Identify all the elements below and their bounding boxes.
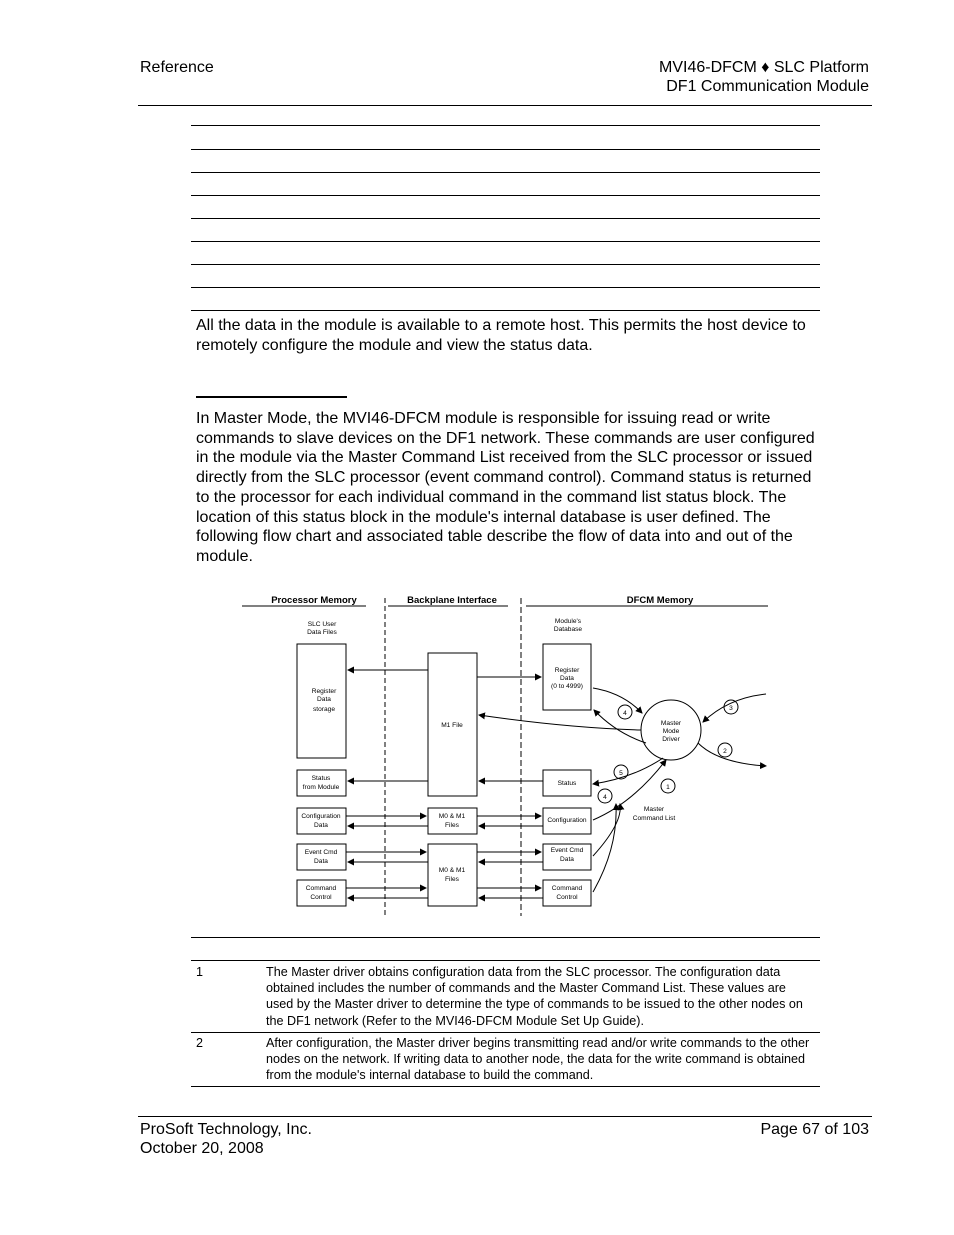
- m0m1-b-text: M0 & M1: [438, 867, 466, 874]
- section-heading-rule: [196, 396, 347, 398]
- master-mode-flow-diagram: [238, 588, 770, 920]
- table-row-description: After configuration, the Master driver begins transmitting read and/or write commands to the other nodes on the network. If writing data to another node, the data for the write command is obtained from the module's internal database to build the command.: [266, 1036, 810, 1083]
- paragraph-master-mode: In Master Mode, the MVI46-DFCM module is responsible for issuing read or write commands to slave devices on the DF1 network. These commands are user configured in the module via the Master Command List received from the SLC processor or issued directly from the SLC processor (event command control). Command status is returned to the processor for each individual command in the command list status block. The location of this status block in the module's internal database is user defined. The following flow chart and associated table describe the flow of data into and out of the module.: [196, 410, 815, 565]
- config-mod-text: Configuration: [547, 817, 587, 824]
- register-data-text: Register: [554, 667, 580, 674]
- driver-text: Master: [660, 720, 682, 727]
- table-rule: [191, 310, 820, 311]
- slc-files-label: Data Files: [307, 629, 337, 636]
- register-data-text: (0 to 4999): [551, 683, 583, 690]
- event-proc-text: Event Cmd: [304, 849, 338, 856]
- module-db-label: Module's: [554, 618, 582, 625]
- register-storage-text: storage: [313, 706, 335, 713]
- master-cmd-list-text: Master: [643, 806, 665, 813]
- header-divider: [138, 105, 872, 106]
- register-storage-text: Register: [311, 688, 337, 695]
- driver-text: Mode: [662, 728, 680, 735]
- table-row-description: The Master driver obtains configuration data from the SLC processor. The configuration data obtained includes the number of commands and the Master Command List. These values are used by the Master driver to determine the type of commands to be issued to the other nodes on the DF1 network (Refer to the MVI46-DFCM Module Set Up Guide).: [266, 965, 803, 1028]
- step-label: 2: [723, 748, 727, 755]
- m0m1-a-text: Files: [445, 822, 459, 829]
- m0m1-b-text: Files: [445, 876, 459, 883]
- table-rule: [191, 960, 820, 961]
- table-rule: [191, 287, 820, 288]
- footer-page-number: Page 67 of 103: [760, 1121, 869, 1138]
- footer-date: October 20, 2008: [140, 1140, 264, 1157]
- driver-text: Driver: [662, 736, 680, 743]
- table-rule: [191, 937, 820, 938]
- table-rule: [191, 172, 820, 173]
- status-text: Status: [557, 780, 577, 787]
- step-label: 4: [603, 794, 607, 801]
- table-rule: [191, 149, 820, 150]
- header-product-line2: DF1 Communication Module: [666, 78, 869, 95]
- header-section-title: Reference: [140, 59, 214, 76]
- m0-m1-files-a-box: [428, 808, 477, 834]
- config-proc-text: Data: [314, 822, 328, 829]
- step-label: 5: [619, 770, 623, 777]
- config-data-proc-box: [297, 808, 346, 834]
- register-data-text: Data: [560, 675, 574, 682]
- col-backplane-interface: Backplane Interface: [407, 595, 497, 606]
- m0-m1-files-b-box: [428, 844, 477, 906]
- cmd-control-mod-box: [543, 880, 591, 906]
- status-from-module-text: from Module: [302, 784, 340, 791]
- event-proc-text: Data: [314, 858, 328, 865]
- event-cmd-proc-box: [297, 844, 346, 870]
- table-rule: [191, 218, 820, 219]
- module-db-label: Database: [553, 626, 583, 633]
- table-rule: [191, 1032, 820, 1033]
- m1-file-text: M1 File: [441, 722, 463, 729]
- table-rule: [191, 195, 820, 196]
- table-row-step: 2: [196, 1036, 204, 1050]
- table-rule: [191, 125, 820, 126]
- col-processor-memory: Processor Memory: [271, 595, 357, 606]
- step-label: 3: [729, 705, 733, 712]
- event-mod-text: Event Cmd: [550, 847, 584, 854]
- status-from-module-text: Status: [311, 775, 331, 782]
- cmd-control-proc-box: [297, 880, 346, 906]
- col-dfcm-memory: DFCM Memory: [626, 595, 694, 606]
- cmd-proc-text: Control: [310, 894, 332, 901]
- table-rule: [191, 264, 820, 265]
- slc-files-label: SLC User: [307, 621, 337, 628]
- status-from-module-box: [297, 770, 346, 796]
- table-rule: [191, 1086, 820, 1087]
- step-label: 1: [666, 784, 670, 791]
- footer-company: ProSoft Technology, Inc.: [140, 1121, 312, 1138]
- master-cmd-list-text: Command List: [632, 815, 676, 822]
- config-proc-text: Configuration: [301, 813, 341, 820]
- cmd-proc-text: Command: [305, 885, 337, 892]
- cmd-mod-text: Command: [551, 885, 583, 892]
- paragraph-remote-host: All the data in the module is available to a remote host. This permits the host device to remotely configure the module and view the status data.: [196, 317, 806, 354]
- header-product-line1: MVI46-DFCM ♦ SLC Platform: [659, 59, 869, 76]
- step-label: 4: [623, 710, 627, 717]
- footer-divider: [138, 1116, 872, 1117]
- register-storage-text: Data: [317, 696, 331, 703]
- m0m1-a-text: M0 & M1: [438, 813, 466, 820]
- table-rule: [191, 241, 820, 242]
- header-product-title: [659, 58, 869, 96]
- event-mod-text: Data: [560, 856, 574, 863]
- table-row-step: 1: [196, 965, 204, 979]
- cmd-mod-text: Control: [556, 894, 578, 901]
